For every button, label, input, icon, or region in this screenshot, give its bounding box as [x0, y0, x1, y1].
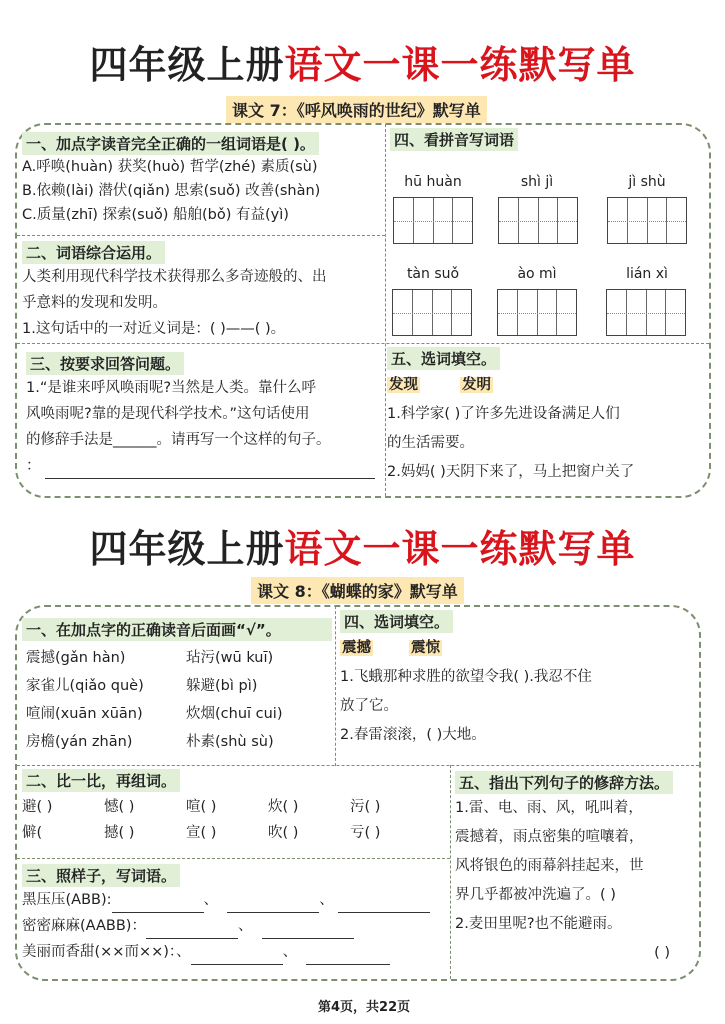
writing-grid[interactable]	[607, 197, 687, 244]
list-item[interactable]: 朴素(shù sù)	[186, 734, 274, 750]
pattern-label: 美丽而香甜(××而××)：、	[22, 944, 191, 960]
word-blank[interactable]: 宣( )	[186, 825, 217, 841]
text-line: 人类利用现代科学技术获得那么多奇迹般的、出	[22, 269, 327, 285]
text-line: 1.雷、电、雨、风，吼叫着，	[455, 800, 643, 816]
pattern-label: 黑压压(ABB):	[22, 892, 112, 908]
answer-blank[interactable]: ( )	[654, 945, 670, 961]
word-blank[interactable]: 撼( )	[104, 825, 135, 841]
compare-words	[22, 794, 432, 846]
s4-section	[390, 128, 518, 151]
pinyin: lián xì	[626, 266, 668, 282]
divider	[17, 343, 709, 344]
section-heading: 四、选词填空。	[340, 610, 453, 633]
section-heading: 二、比一比，再组词。	[22, 769, 180, 792]
s1-section-2	[22, 618, 332, 641]
text-line: 风唤雨呢?靠的是现代科学技术。”这句话使用	[26, 406, 310, 422]
section-heading: 三、照样子，写词语。	[22, 864, 180, 887]
list-item[interactable]: 房檐(yán zhān)	[26, 734, 133, 750]
word-blank[interactable]: 吹( )	[268, 825, 299, 841]
s5-section-2	[455, 771, 673, 968]
divider	[17, 765, 699, 766]
section-heading: 五、指出下列句子的修辞方法。	[455, 771, 673, 794]
s2-section	[22, 241, 327, 342]
list-item[interactable]: 喧闹(xuān xūān)	[26, 706, 143, 722]
text-line[interactable]: 1.飞蛾那种求胜的欲望令我( ).我忍不住	[340, 669, 592, 685]
list-item[interactable]: 炊烟(chuī cui)	[186, 706, 283, 722]
answer-line[interactable]	[191, 951, 283, 965]
sheet1-title	[0, 34, 725, 89]
list-item[interactable]: 家雀儿(qiǎo què)	[26, 678, 144, 694]
section-heading: 二、词语综合运用。	[22, 241, 165, 264]
list-item[interactable]: 躲避(bì pì)	[186, 678, 258, 694]
text-line[interactable]: 2.妈妈( )天阴下来了，马上把窗户关了	[387, 464, 635, 480]
list-item[interactable]: 震撼(gǎn hàn)	[26, 650, 126, 666]
text-line: 2.麦田里呢?也不能避雨。	[455, 916, 622, 932]
option-a: A.呼唤(huàn) 获奖(huò) 哲学(zhé) 素质(sù)	[22, 159, 318, 175]
answer-line[interactable]	[227, 899, 319, 913]
list-item[interactable]: 玷污(wū kuī)	[186, 650, 274, 666]
text-line[interactable]: 界几乎都被冲洗遍了。( )	[455, 887, 616, 903]
word-blank[interactable]: 憾( )	[104, 799, 135, 815]
sheet1-subtitle: 课文 7：《呼风唤雨的世纪》默写单	[226, 96, 487, 123]
answer-line[interactable]	[112, 899, 204, 913]
answer-line[interactable]	[146, 925, 238, 939]
sheet2-title	[0, 518, 725, 573]
colon: ：	[26, 458, 41, 474]
writing-grid[interactable]	[392, 289, 472, 336]
text-line: 1.“是谁来呼风唤雨呢?当然是人类。靠什么呼	[26, 380, 317, 396]
title-black: 四年级上册	[89, 526, 285, 571]
pattern-label: 密密麻麻(AABB)：	[22, 918, 146, 934]
pinyin: jì shù	[628, 174, 666, 190]
pinyin: shì jì	[520, 174, 554, 190]
s3-section	[26, 352, 375, 479]
answer-line[interactable]	[306, 951, 390, 965]
page-footer: 第4页，共22页	[318, 1000, 411, 1015]
s4-section-2	[340, 610, 592, 750]
word-choice: 震撼	[342, 640, 371, 656]
text-line[interactable]: 1.科学家( )了许多先进设备满足人们	[387, 406, 620, 422]
word-choice: 震惊	[411, 640, 440, 656]
writing-grid[interactable]	[606, 289, 686, 336]
text-line: 震撼着，雨点密集的喧嚷着，	[455, 829, 644, 845]
writing-grid[interactable]	[497, 289, 577, 336]
pinyin: ào mì	[517, 266, 557, 282]
answer-line[interactable]	[338, 899, 430, 913]
s1-section	[22, 132, 320, 227]
text-line[interactable]: 1.这句话中的一对近义词是：( )——( )。	[22, 321, 286, 337]
title-black: 四年级上册	[89, 42, 285, 87]
pinyin: tàn suǒ	[406, 266, 460, 282]
divider	[17, 858, 450, 859]
word-blank[interactable]: 亏( )	[350, 825, 381, 841]
word-blank[interactable]: 炊( )	[268, 799, 299, 815]
title-red: 语文一课一练默写单	[284, 42, 636, 87]
divider	[17, 235, 385, 236]
word-blank[interactable]: 避( )	[22, 799, 53, 815]
word-blank[interactable]: 污( )	[350, 799, 381, 815]
separator: 、	[319, 892, 334, 908]
section-heading: 三、按要求回答问题。	[26, 352, 184, 375]
text-line: 乎意料的发现和发明。	[22, 295, 167, 311]
word-blank[interactable]: 僻(	[22, 825, 43, 841]
word-blank[interactable]: 喧( )	[186, 799, 217, 815]
option-b: B.依赖(lài) 潜伏(qiǎn) 思索(suǒ) 改善(shàn)	[22, 183, 321, 199]
text-line[interactable]: 2.春雷滚滚，( )大地。	[340, 727, 486, 743]
section-heading: 一、加点字读音完全正确的一组词语是( )。	[22, 132, 319, 155]
sheet2-subtitle: 课文 8：《蝴蝶的家》默写单	[251, 577, 464, 604]
option-c: C.质量(zhī) 探索(suǒ) 船舶(bǒ) 有益(yì)	[22, 207, 289, 223]
text-line: 放了它。	[340, 698, 398, 714]
pronunciation-list	[26, 645, 346, 755]
text-line[interactable]: 的修辞手法是______。请再写一个这样的句子。	[26, 432, 331, 448]
title-red: 语文一课一练默写单	[284, 526, 636, 571]
answer-line[interactable]	[45, 465, 375, 479]
word-choice: 发现	[389, 377, 418, 393]
writing-grid[interactable]	[393, 197, 473, 244]
separator: 、	[237, 918, 253, 934]
section-heading: 一、在加点字的正确读音后面画“√”。	[22, 618, 332, 641]
separator: 、	[282, 944, 298, 960]
text-line: 的生活需要。	[387, 435, 474, 451]
writing-grid[interactable]	[498, 197, 578, 244]
divider	[450, 765, 451, 979]
separator: 、	[203, 892, 219, 908]
answer-line[interactable]	[262, 925, 354, 939]
section-heading: 五、选词填空。	[387, 347, 500, 370]
s5-section	[387, 347, 634, 487]
word-choice: 发明	[462, 377, 491, 393]
s2-section-2	[22, 769, 180, 792]
section-heading: 四、看拼音写词语	[390, 128, 518, 151]
text-line: 风将银色的雨幕斜挂起来，世	[455, 858, 644, 874]
s3-section-2	[22, 864, 430, 965]
pinyin: hū huàn	[404, 174, 462, 190]
